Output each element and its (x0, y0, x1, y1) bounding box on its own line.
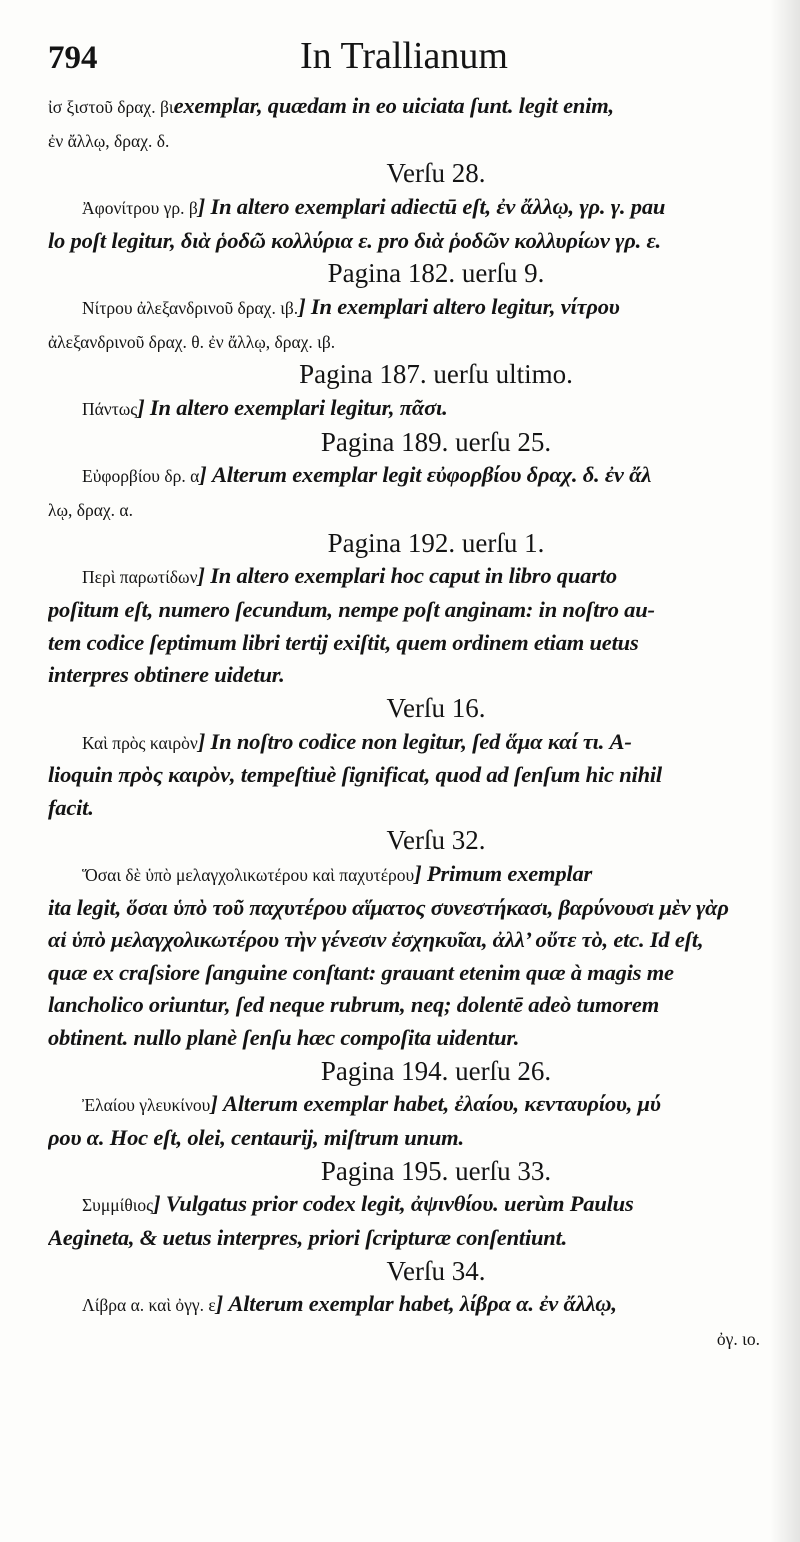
latin-text: ] In noſtro codice non legitur, ſed ἅμα καί τι. A- (197, 728, 632, 754)
greek-lemma: Λίβρα α. καὶ ὀγγ. ε (82, 1295, 216, 1316)
greek-lemma: Νίτρου ἀλεξανδρινοῦ δραχ. ιβ. (82, 297, 299, 318)
greek-lemma: Εὐφορβίου δρ. α (82, 466, 200, 487)
greek-lemma: Συμμίθιος (82, 1195, 154, 1216)
text-line (48, 1122, 764, 1155)
section-heading: Pagina 187. uerſu ultimo. (299, 359, 573, 390)
text-line (48, 858, 764, 892)
latin-text: tem codice ſeptimum libri tertij exiſtit, quem ordinem etiam uetus (48, 629, 639, 655)
greek-lemma: Πάντως (82, 398, 138, 419)
latin-text: ρου α. Hoc eſt, olei, centaurij, miſtrum unum. (48, 1125, 464, 1151)
text-line (48, 726, 764, 760)
text-line (48, 1222, 764, 1255)
text-line (48, 1322, 764, 1356)
text-line (48, 1288, 764, 1322)
text-line (48, 659, 764, 692)
section-heading: Verſu 16. (386, 692, 486, 723)
page-header (48, 34, 764, 90)
latin-text: ] Primum exemplar (414, 861, 593, 887)
text-line (48, 325, 764, 359)
text-line (48, 124, 764, 158)
latin-text: ] In altero exemplari hoc caput in libro quarto (197, 563, 617, 589)
section-heading: Verſu 32. (386, 825, 486, 856)
latin-text: ] In exemplari altero legitur, νίτρου (298, 293, 620, 319)
text-line (48, 989, 764, 1022)
greek-lemma: ἀλεξανδρινοῦ δραχ. θ. ἐν ἄλλῳ, δραχ. ιβ. (48, 331, 336, 352)
latin-text: Aegineta, & uetus interpres, priori ſcripturæ conſentiunt. (48, 1225, 568, 1251)
greek-lemma: ἐν ἄλλῳ, δραχ. δ. (48, 130, 170, 151)
text-line (48, 291, 764, 325)
text-line (48, 392, 764, 426)
page-edge-shadow (770, 0, 800, 1542)
text-line (48, 892, 764, 925)
latin-text: αἱ ὑπὸ μελαγχολικωτέρου τὴν γένεσιν ἐσχηκυῖαι, ἀλλ’ οὔτε τὸ, etc. Id eſt, (48, 927, 704, 953)
text-line (48, 1088, 764, 1122)
text-line (48, 191, 764, 225)
section-heading: Pagina 182. uerſu 9. (327, 258, 545, 289)
body-text (48, 90, 764, 1356)
greek-lemma: λῳ, δραχ. α. (48, 499, 133, 520)
text-line (48, 792, 764, 825)
latin-text: ] Alterum exemplar habet, λίβρα α. ἐν ἄλλῳ, (215, 1291, 617, 1317)
text-line (48, 1188, 764, 1222)
section-heading: Pagina 192. uerſu 1. (327, 527, 545, 558)
text-line (48, 594, 764, 627)
text-line (48, 924, 764, 957)
latin-text: exemplar, quædam in eo uiciata ſunt. legit enim, (173, 93, 614, 118)
greek-lemma: Καὶ πρὸς καιρὸν (82, 732, 198, 753)
running-title: In Trallianum (300, 35, 508, 77)
text-line (48, 957, 764, 990)
page-number: 794 (48, 40, 98, 76)
text-line (48, 627, 764, 660)
latin-text: lioquin πρὸς καιρὸν, tempeſtiuè ſignificat, quod ad ſenſum hic nihil (48, 762, 662, 788)
latin-text: ] In altero exemplari legitur, πᾶσι. (137, 394, 448, 420)
greek-lemma: Ἐλαίου γλευκίνου (82, 1095, 211, 1116)
latin-text: facit. (48, 794, 94, 820)
greek-lemma: Ὅσαι δὲ ὑπὸ μελαγχολικωτέρου καὶ παχυτέρου (82, 865, 415, 886)
latin-text: quæ ex craſsiore ſanguine conſtant: grauant etenim quæ à magis me (48, 959, 674, 985)
latin-text: interpres obtinere uidetur. (48, 662, 285, 688)
greek-lemma: Περὶ παρωτίδων (82, 567, 198, 588)
section-heading: Verſu 28. (386, 158, 486, 189)
latin-text: ] In altero exemplari adiectū eſt, ἐν ἄλλῳ, γρ. γ. pau (197, 193, 666, 219)
latin-text: poſitum eſt, numero ſecundum, nempe poſt anginam: in noſtro au- (48, 596, 655, 622)
latin-text: lancholico oriuntur, ſed neque rubrum, neq; dolentē adeò tumorem (48, 992, 660, 1018)
latin-text: ] Alterum exemplar legit εὐφορβίου δραχ. δ. ἐν ἄλ (199, 462, 652, 488)
latin-text: ] Alterum exemplar habet, ἐλαίου, κενταυρίου, μύ (210, 1091, 661, 1117)
section-heading: Pagina 194. uerſu 26. (320, 1055, 552, 1086)
section-heading: Pagina 189. uerſu 25. (320, 426, 552, 457)
greek-lemma: ὀγ. ιο. (716, 1329, 760, 1349)
text-line (48, 1022, 764, 1055)
latin-text: ] Vulgatus prior codex legit, ἀψινθίου. uerùm Paulus (153, 1191, 634, 1217)
section-heading: Verſu 34. (386, 1255, 486, 1286)
section-heading: Pagina 195. uerſu 33. (320, 1155, 552, 1186)
text-line (48, 225, 764, 258)
latin-text: lo poſt legitur, διὰ ῥοδῶ κολλύρια ε. pro διὰ ῥοδῶν κολλυρίων γρ. ε. (48, 227, 661, 253)
text-line (48, 90, 764, 124)
text-line (48, 459, 764, 493)
greek-lemma: Ἀφονίτρου γρ. β (82, 197, 198, 218)
latin-text: ita legit, ὅσαι ὑπὸ τοῦ παχυτέρου αἵματος συνεστήκασι, βαρύνουσι μὲν γὰρ (48, 894, 729, 920)
latin-text: obtinent. nullo planè ſenſu hæc compoſita uidentur. (48, 1025, 520, 1051)
text-line (48, 759, 764, 792)
greek-lemma: ἰσ ξιστοῦ δραχ. βι (48, 97, 174, 117)
text-line (48, 493, 764, 527)
text-line (48, 560, 764, 594)
